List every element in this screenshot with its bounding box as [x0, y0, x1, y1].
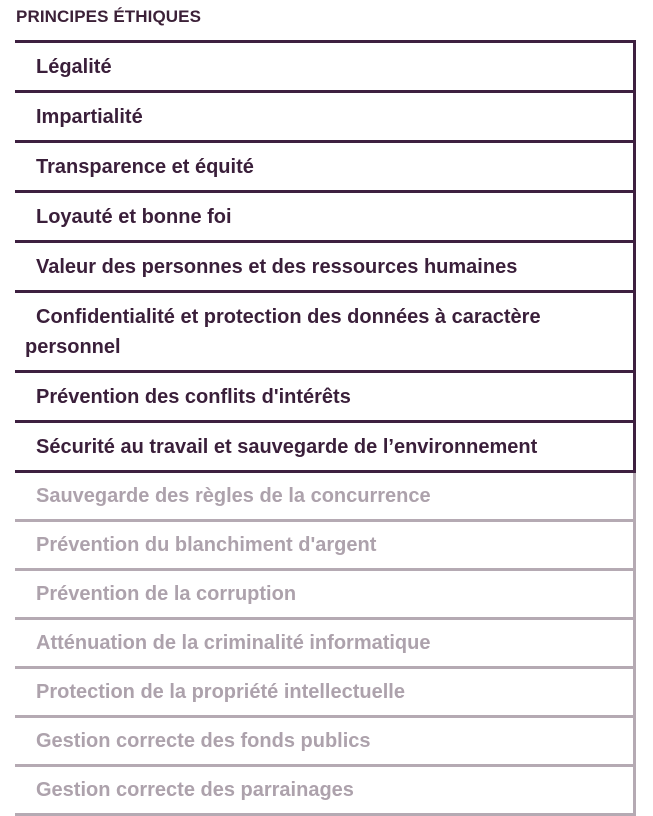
principle-item-securite-travail: Sécurité au travail et sauvegarde de l’environnement: [15, 420, 636, 473]
principle-item-fonds-publics: Gestion correcte des fonds publics: [15, 718, 636, 767]
section-heading: PRINCIPES ÉTHIQUES: [16, 7, 202, 26]
principle-item-corruption: Prévention de la corruption: [15, 571, 636, 620]
principle-item-propriete-intellectuelle: Protection de la propriété intellectuelle: [15, 669, 636, 718]
principle-item-valeur-personnes: Valeur des personnes et des ressources humaines: [15, 240, 636, 290]
principle-item-concurrence: Sauvegarde des règles de la concurrence: [15, 473, 636, 522]
ethics-principles-list: [15, 40, 636, 816]
principle-item-conflits-interets: Prévention des conflits d'intérêts: [15, 370, 636, 420]
principle-item-legalite: Légalité: [15, 40, 636, 90]
principle-item-loyaute: Loyauté et bonne foi: [15, 190, 636, 240]
principle-item-parrainages: Gestion correcte des parrainages: [15, 767, 636, 816]
principle-item-transparence: Transparence et équité: [15, 140, 636, 190]
principle-item-blanchiment: Prévention du blanchiment d'argent: [15, 522, 636, 571]
principle-item-impartialite: Impartialité: [15, 90, 636, 140]
principle-item-confidentialite: Confidentialité et protection des données à caractère personnel: [15, 290, 636, 370]
principle-item-criminalite-informatique: Atténuation de la criminalité informatique: [15, 620, 636, 669]
